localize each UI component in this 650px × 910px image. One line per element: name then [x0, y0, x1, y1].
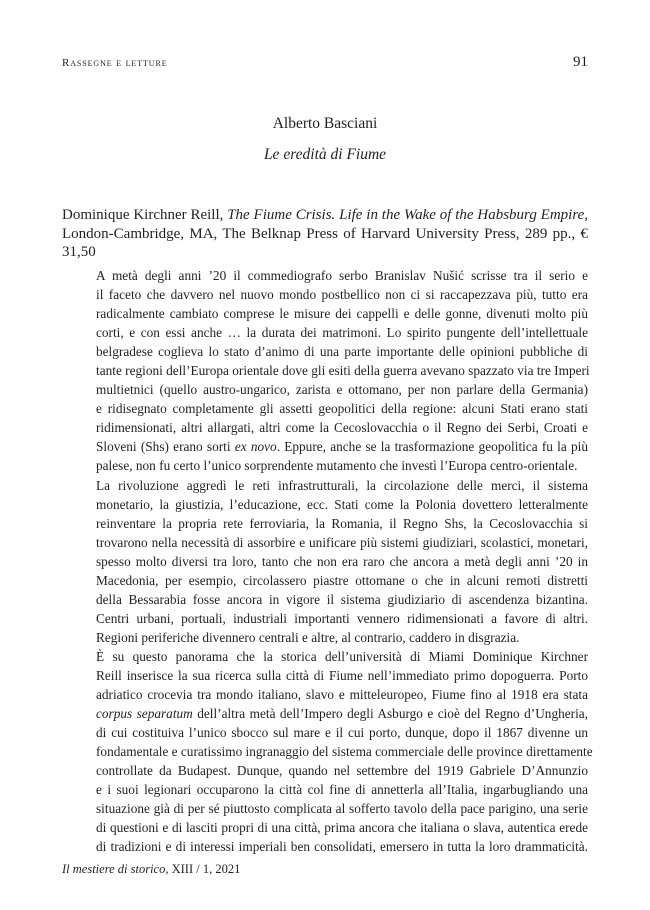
- section-label: Rassegne e letture: [62, 57, 168, 69]
- book-author: Dominique Kirchner Reill,: [62, 207, 224, 223]
- text-line: controllate da Budapest. Dunque, quando nel settembre del 1919 Gabriele D’Annunzio: [96, 763, 588, 779]
- text-line: adriatico crocevia tra mondo italiano, slavo e mitteleuropeo, Fiume fino al 1918 era stata: [96, 687, 588, 703]
- text-line: palese, non fu certo l’unico sorprendente mutamento che investì l’Europa centro-orientale.: [96, 458, 578, 474]
- article-author: Alberto Basciani: [272, 115, 378, 132]
- journal-issue: , XIII / 1, 2021: [165, 862, 241, 876]
- text-line: fondamentale e curatissimo ingranaggio del sistema commerciale delle province direttamente: [96, 744, 593, 760]
- book-reference: [62, 206, 588, 262]
- page-footer: [62, 862, 240, 877]
- text-line: multietnici (quello austro-ungarico, zarista e ottomano, per non parlare della Germania): [96, 382, 588, 398]
- text-line: spesso molto diversi tra loro, tanto che non era raro che ancora a metà degli anni ’20 in: [96, 553, 588, 569]
- text-line: È su questo panorama che la storica dell’università di Miami Dominique Kirchner: [96, 648, 588, 664]
- text-line: reinventare la propria rete ferroviaria, la Romania, il Regno Shs, la Cecoslovacchia si: [96, 515, 588, 531]
- article-title: Le eredità di Fiume: [263, 146, 387, 163]
- text-line: Macedonia, per esempio, circolassero piastre ottomane o che in alcuni remoti distretti: [96, 572, 588, 588]
- text-line: corti, e con essi anche … la durata dei matrimoni. Lo spirito pungente dell’intellettuale: [96, 325, 588, 341]
- text-line: della Bessarabia fosse ancora in vigore il sistema giudiziario di ascendenza bizantina.: [96, 591, 588, 607]
- text-line: A metà degli anni ’20 il commediografo serbo Branislav Nušić scrisse tra il serio e: [96, 268, 588, 283]
- text-line: [62, 704, 588, 723]
- text-line: il faceto che davvero nel nuovo mondo postbellico non ci si raccapezzava più, tutto era: [96, 287, 588, 303]
- paragraph-2: [62, 476, 588, 647]
- text-line: di questioni e di lasciti propri di una città, prima ancora che italiana o slava, autentica erede: [96, 820, 588, 836]
- text-line: radicalmente cambiato comprese le misure dei cappelli e delle gonne, divenuti molto più: [96, 306, 588, 322]
- page-number: 91: [573, 54, 588, 70]
- italic-term: ex novo: [234, 439, 277, 455]
- italic-term: corpus separatum: [96, 706, 193, 722]
- text-line: [62, 437, 588, 456]
- book-publisher: , London-Cambridge, MA, The Belknap Press of Harvard University Press, 289 pp.,: [62, 207, 589, 242]
- running-header: [62, 54, 588, 73]
- text-line: situazione già di per sé piuttosto complicata al sofferto tavolo della pace parigino, una serie: [96, 801, 588, 817]
- text-line: di tradizioni e di interessi imperiali ben consolidati, emersero in tutta la loro drammaticità.: [96, 839, 588, 855]
- journal-name: Il mestiere di storico: [62, 862, 166, 876]
- review-body: [62, 266, 593, 856]
- text-line: tante regioni dell’Europa orientale dove gli esiti della guerra avevano spazzato via tre Imperi: [96, 363, 590, 379]
- paragraph-3: [62, 647, 593, 857]
- paragraph-1: [62, 266, 588, 476]
- text-line: La rivoluzione aggredì le reti infrastrutturali, la circolazione delle merci, il sistema: [96, 477, 588, 493]
- text-line: e ridisegnato completamente gli assetti geopolitici della regione: alcuni Stati erano stati: [96, 401, 588, 417]
- text-line: ridimensionati, altri allargati, altri come la Cecoslovacchia o il Regno dei Serbi, Croati e: [96, 420, 588, 436]
- text-line: Reill inserisce la sua ricerca sulla città di Fiume nell’immediato primo dopoguerra. Porto: [96, 667, 588, 683]
- text-line: monetario, la giustizia, l’educazione, ecc. Stati come la Polonia dovettero letteralmente: [96, 496, 588, 512]
- text-line: trovarono nella necessità di assorbire e unificare più sistemi giudiziari, scolastici, monetari,: [96, 534, 588, 550]
- text-line: Regioni periferiche divennero centrali e altre, al contrario, caddero in disgrazia.: [96, 629, 520, 645]
- book-title: The Fiume Crisis. Life in the Wake of the Habsburg Empire: [227, 207, 585, 223]
- text-line: di cui costituiva l’unico sbocco sul mare e il cui porto, dunque, dopo il 1867 divenne un: [96, 725, 588, 741]
- text-line: e i suoi legionari occuparono la città col fine di annetterla all’Italia, ingarbugliando una: [96, 782, 588, 798]
- text-segment: dell’altra metà dell’Impero degli Asburgo e cioè del Regno d’Ungheria,: [192, 706, 588, 722]
- text-segment: . Eppure, anche se la trasformazione geopolitica fu la più: [276, 439, 589, 455]
- book-price: € 31,50: [62, 225, 588, 260]
- text-line: belgradese coglieva lo stato d’animo di una parte importante delle opinioni pubbliche di: [96, 344, 588, 360]
- text-segment: Sloveni (Shs) erano sorti: [96, 439, 235, 455]
- text-line: Centri urbani, portuali, industriali importanti vennero ridimensionati a favore di altri.: [96, 610, 588, 626]
